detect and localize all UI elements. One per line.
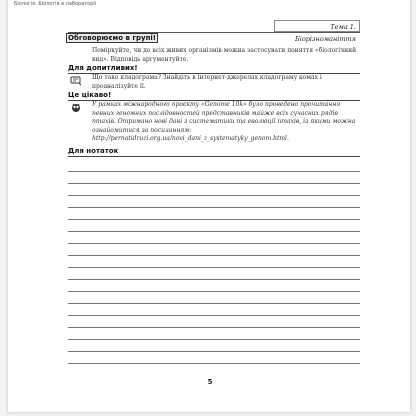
note-line (68, 291, 360, 292)
workbook-page (8, 0, 410, 412)
note-line (68, 363, 360, 364)
note-line (68, 243, 360, 244)
discuss-title: Обговорюємо в групі! (68, 34, 157, 42)
note-line (68, 315, 360, 316)
notes-title: Для нотаток (68, 147, 119, 155)
note-line (68, 255, 360, 256)
interesting-text: У рамках міжнародного проєкту «Genome 10k» було проведено прочитання певних геномних послідовностей представників майже всіх сучасних рядів птахів. Отримано нові дані з систематики та еволюції птахів, із якими можна ознайомитися за посиланням: http://pernatidruzi.org.ua/novi_dani_z_systematyky_genom.html. (92, 101, 356, 142)
interesting-title: Це цікаво! (68, 91, 112, 99)
discuss-text: Поміркуйте, чи до всіх живих організмів можна застосувати поняття «біологічний вид». Відповідь аргументуйте. (92, 47, 357, 63)
note-line (68, 183, 360, 184)
note-line (68, 351, 360, 352)
note-line (68, 207, 360, 208)
note-line (68, 267, 360, 268)
curious-text: Що таке кладограма? Знайдіть в інтернет-джерелах кладограму комах і проаналізуйте її. (92, 74, 322, 90)
page-number: 5 (207, 378, 213, 386)
notes-divider (68, 156, 360, 157)
lightbulb-icon (70, 74, 82, 86)
note-line (68, 195, 360, 196)
note-line (68, 231, 360, 232)
running-header: Біологія. Біологія в лабораторії (14, 1, 97, 7)
note-line (68, 327, 360, 328)
owl-icon (70, 101, 82, 113)
note-line (68, 303, 360, 304)
note-line (68, 219, 360, 220)
note-line (68, 279, 360, 280)
curious-title: Для допитливих! (68, 64, 138, 72)
note-line (68, 339, 360, 340)
topic-header: Тема 1. Біорізноманіття (274, 20, 360, 32)
note-line (68, 171, 360, 172)
